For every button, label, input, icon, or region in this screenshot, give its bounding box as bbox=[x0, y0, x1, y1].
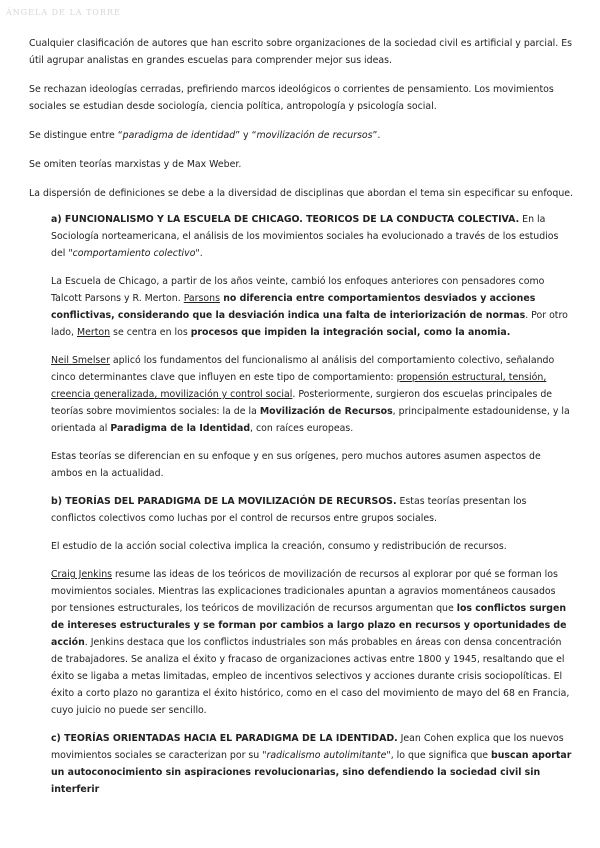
section-b-jenkins: Craig Jenkins resume las ideas de los teóricos de movilización de recursos al explorar por qué se forman los movimientos sociales. Mientras las explicaciones tradicionales apuntan a agravios momentáneos causados por tensiones estructurales, los teóricos de movilización de recursos argumentan que los conflictos surgen de intereses estructurales y se forman por cambios a largo plazo en recursos y oportunidades de acción. Jenkins destaca que los conflictos industriales son más probables en áreas con densa concentración de trabajadores. Se analiza el éxito y fracaso de organizaciones activas entre 1800 y 1945, resaltando que el éxito se ligaba a metas limitadas, empleo de incentivos selectivos y acciones durante crisis sociopolíticas. El éxito a corto plazo no garantiza el éxito histórico, como en el caso del movimiento de mayo del 68 en Francia, cuyo juicio no puede ser sencillo. bbox=[51, 569, 570, 716]
section-a-chicago: La Escuela de Chicago, a partir de los años veinte, cambió los enfoques anteriores con pensadores como Talcott Parsons y R. Merton. Parsons no diferencia entre comportamientos desviados y acciones conflictivas, considerando que la desviación indica una falta de interiorización de normas. Por otro lado, Merton se centra en los procesos que impiden la integración social, como la anomia. bbox=[51, 276, 568, 338]
paragraph-paradigms: Se distingue entre “paradigma de identidad” y “movilización de recursos”. bbox=[29, 130, 381, 141]
paragraph-intro: Cualquier clasificación de autores que han escrito sobre organizaciones de la sociedad civil es artificial y parcial. Es útil agrupar analistas en grandes escuelas para comprender mejor sus ideas. bbox=[29, 38, 573, 66]
section-b-intro: b) TEORÍAS DEL PARADIGMA DE LA MOVILIZACIÓN DE RECURSOS. Estas teorías presentan los conflictos colectivos como luchas por el control de recursos entre grupos sociales. bbox=[51, 496, 527, 524]
section-b-study: El estudio de la acción social colectiva implica la creación, consumo y redistribución de recursos. bbox=[51, 541, 507, 552]
author-link: Neil Smelser bbox=[51, 355, 110, 366]
section-c-heading: c) TEORÍAS ORIENTADAS HACIA EL PARADIGMA DE LA IDENTIDAD. bbox=[51, 733, 398, 744]
italic-term: movilización de recursos bbox=[256, 130, 373, 141]
paragraph-omissions: Se omiten teorías marxistas y de Max Weber. bbox=[29, 159, 242, 170]
author-link: Parsons bbox=[183, 293, 220, 304]
author-link: Merton bbox=[77, 327, 111, 338]
document-body bbox=[29, 35, 574, 798]
section-a-conclusion: Estas teorías se diferencian en su enfoque y en sus orígenes, pero muchos autores asumen aspectos de ambos en la actualidad. bbox=[51, 451, 541, 479]
paragraph-dispersion: La dispersión de definiciones se debe a la diversidad de disciplinas que abordan el tema sin especificar su enfoque. bbox=[29, 188, 574, 199]
italic-term: paradigma de identidad bbox=[122, 130, 236, 141]
section-list bbox=[51, 211, 574, 798]
author-header: ÁNGELA DE LA TORRE bbox=[6, 8, 121, 17]
section-a-heading: a) FUNCIONALISMO Y LA ESCUELA DE CHICAGO. TEORICOS DE LA CONDUCTA COLECTIVA. bbox=[51, 214, 520, 225]
section-a-smelser: Neil Smelser aplicó los fundamentos del funcionalismo al análisis del comportamiento colectivo, señalando cinco determinantes clave que influyen en este tipo de comportamiento: propensión estructural, tensión, creencia generalizada, movilización y control social. Posteriormente, surgieron dos escuelas principales de teorías sobre movimientos sociales: la de la Movilización de Recursos, principalmente estadounidense, y la orientada al Paradigma de la Identidad, con raíces europeas. bbox=[51, 355, 570, 434]
author-link: Craig Jenkins bbox=[51, 569, 113, 580]
section-b-heading: b) TEORÍAS DEL PARADIGMA DE LA MOVILIZACIÓN DE RECURSOS. bbox=[51, 496, 397, 507]
section-a-intro: a) FUNCIONALISMO Y LA ESCUELA DE CHICAGO. TEORICOS DE LA CONDUCTA COLECTIVA. En la Sociología norteamericana, el análisis de los movimientos sociales ha evolucionado a través de los estudios del "comportamiento colectivo". bbox=[51, 214, 559, 259]
section-c-intro: c) TEORÍAS ORIENTADAS HACIA EL PARADIGMA DE LA IDENTIDAD. Jean Cohen explica que los nuevos movimientos sociales se caracterizan por su "radicalismo autolimitante", lo que significa que buscan aportar un autoconocimiento sin aspiraciones revolucionarias, sino defendiendo la sociedad civil sin interferir bbox=[51, 733, 572, 795]
paragraph-ideologies: Se rechazan ideologías cerradas, prefiriendo marcos ideológicos o corrientes de pensamiento. Los movimientos sociales se estudian desde sociología, ciencia política, antropología y psicología social. bbox=[29, 84, 554, 112]
